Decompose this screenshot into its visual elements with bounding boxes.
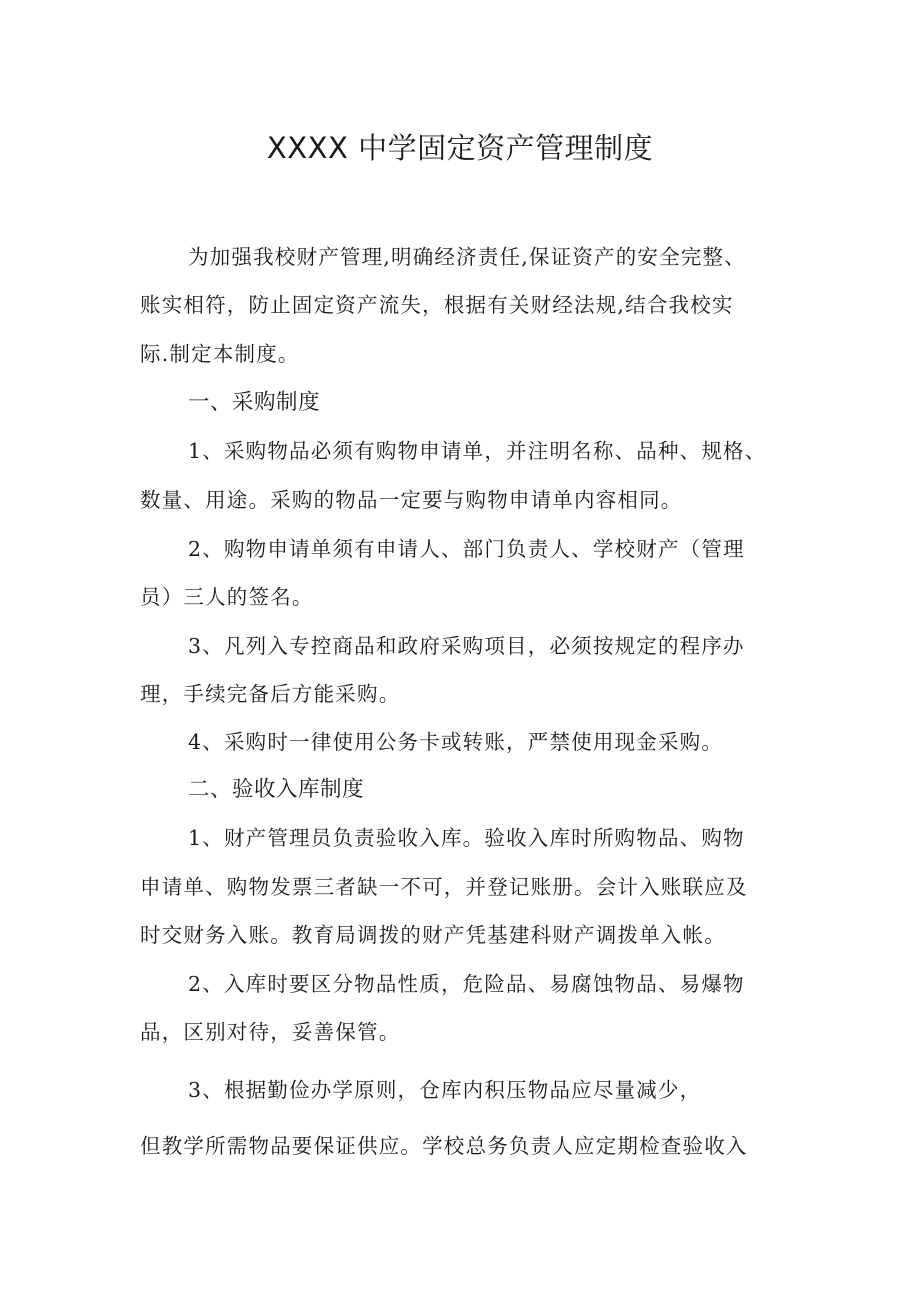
paragraph-line: 员）三人的签名。 xyxy=(140,585,314,609)
paragraph-line: 为加强我校财产管理,明确经济责任,保证资产的安全完整、 xyxy=(188,245,746,269)
paragraph-line: 3、凡列入专控商品和政府采购项目，必须按规定的程序办 xyxy=(188,634,745,658)
paragraph-line: 2、购物申请单须有申请人、部门负责人、学校财产（管理 xyxy=(188,537,745,561)
paragraph-line: 但教学所需物品要保证供应。学校总务负责人应定期检查验收入 xyxy=(140,1134,748,1158)
document-title: XXXX 中学固定资产管理制度 xyxy=(266,131,654,165)
paragraph-line: 申请单、购物发票三者缺一不可，并登记账册。会计入账联应及 xyxy=(140,875,748,899)
paragraph-line: 1、财产管理员负责验收入库。验收入库时所购物品、购物 xyxy=(188,826,745,850)
paragraph-line: 品，区别对待，妥善保管。 xyxy=(140,1020,401,1044)
paragraph-line: 时交财务入账。教育局调拨的财产凭基建科财产调拨单入帐。 xyxy=(140,923,726,947)
paragraph-line: 数量、用途。采购的物品一定要与购物申请单内容相同。 xyxy=(140,488,683,512)
paragraph-line: 理，手续完备后方能采购。 xyxy=(140,682,401,706)
paragraph-line: 账实相符，防止固定资产流失，根据有关财经法规,结合我校实 xyxy=(140,293,734,317)
section-heading: 二、验收入库制度 xyxy=(188,777,365,802)
section-heading: 一、采购制度 xyxy=(188,390,321,415)
paragraph-line: 2、入库时要区分物品性质，危险品、易腐蚀物品、易爆物 xyxy=(188,972,745,996)
paragraph-line: 际.制定本制度。 xyxy=(140,342,300,366)
paragraph-line: 4、采购时一律使用公务卡或转账，严禁使用现金采购。 xyxy=(188,730,724,754)
paragraph-line: 1、采购物品必须有购物申请单，并注明名称、品种、规格、 xyxy=(188,439,767,463)
paragraph-line: 3、根据勤俭办学原则，仓库内积压物品应尽量减少， xyxy=(188,1078,702,1102)
